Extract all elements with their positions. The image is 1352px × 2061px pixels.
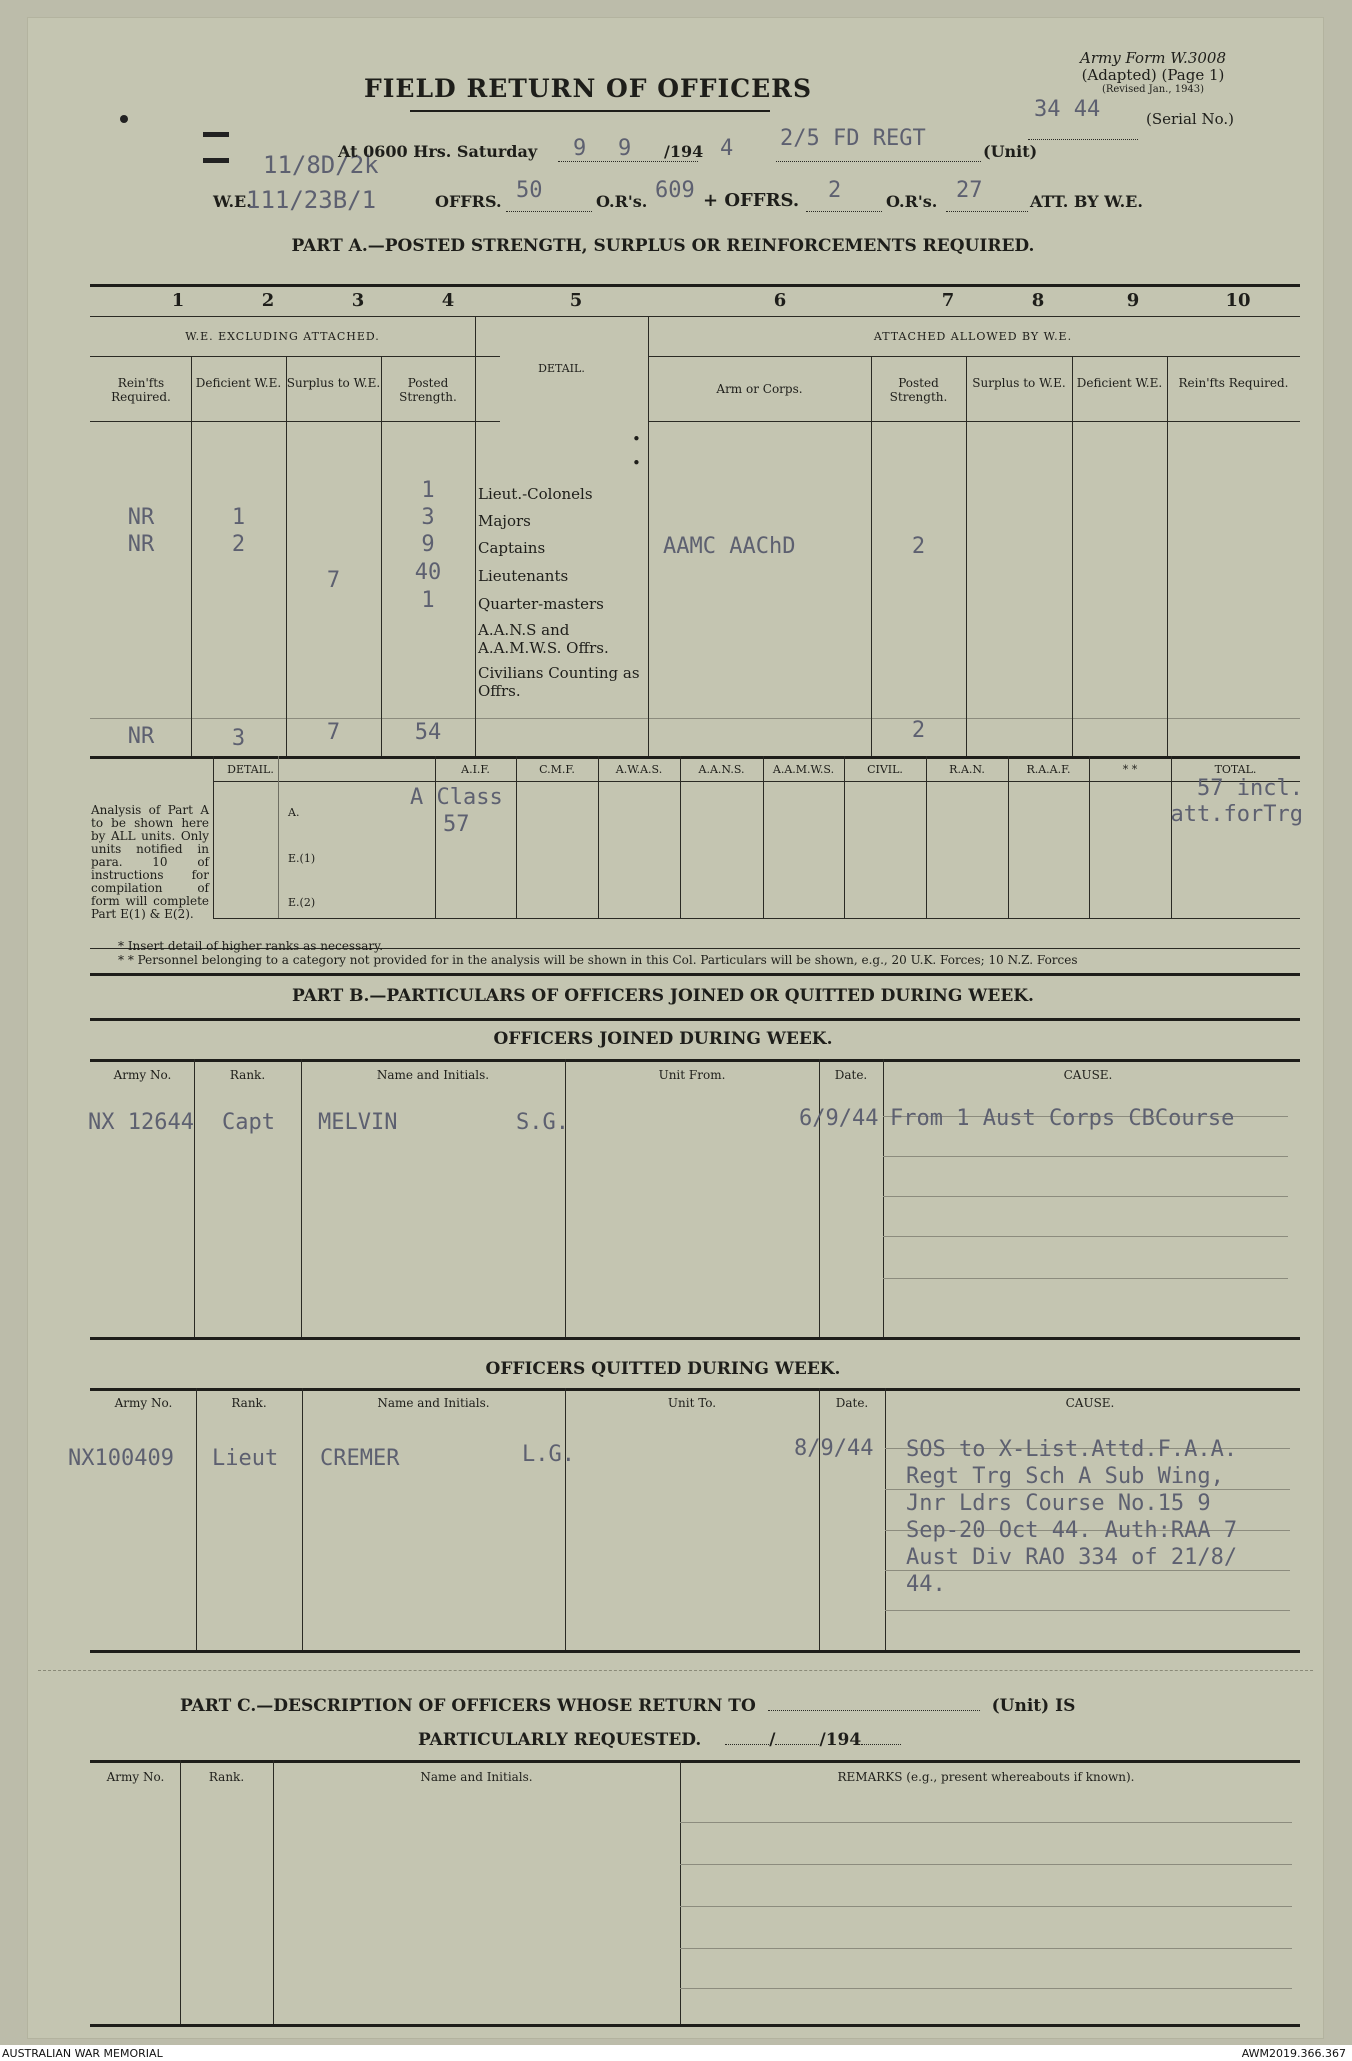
part-c-line2: PARTICULARLY REQUESTED. / /194 [418, 1730, 901, 1750]
ors-value: 609 [655, 178, 695, 203]
rank-lt-colonels: Lieut.-Colonels [478, 485, 593, 503]
date-month: 9 [618, 136, 632, 161]
joined-cause: From 1 Aust Corps CBCourse [890, 1106, 1235, 1131]
joined-rank: Capt [222, 1110, 275, 1135]
quitted-cause-line: Regt Trg Sch A Sub Wing, [906, 1464, 1224, 1489]
joined-header-name: Name and Initials. [376, 1068, 490, 1082]
part-a-posted-cell: 3 [421, 505, 435, 530]
column-number: 8 [1031, 290, 1045, 311]
analysis-header: A.W.A.S. [615, 763, 663, 776]
analysis-total: 57 incl. att.forTrg [1170, 776, 1303, 827]
total-posted: 54 [414, 720, 442, 745]
part-c-header-rank: Rank. [208, 1770, 245, 1784]
part-a-posted-cell: 40 [414, 560, 442, 585]
col-header-att-deficient: Deficient W.E. [1076, 376, 1163, 390]
rank-aans: A.A.N.S and A.A.M.W.S. Offrs. [478, 621, 609, 657]
quitted-header-rank: Rank. [231, 1396, 267, 1410]
detail-asterisk-bullet-1: • [632, 430, 641, 448]
analysis-header: R.A.A.F. [1026, 763, 1071, 776]
quitted-initials: L.G. [522, 1442, 575, 1467]
form-ref-line1: Army Form W.3008 [1080, 49, 1226, 67]
offrs-label: OFFRS. [435, 192, 502, 211]
col-header-att-posted: Posted Strength. [889, 376, 948, 404]
ors2-value: 27 [956, 178, 983, 203]
col-header-surplus: Surplus to W.E. [286, 376, 381, 390]
ors2-label: O.R's. [886, 192, 938, 211]
part-a-reinf-cell: NR [127, 505, 155, 530]
date-year: 4 [720, 136, 734, 161]
analysis-row-e2: E.(2) [288, 896, 316, 909]
form-reference [1028, 50, 1278, 96]
footer-right: AWM2019.366.367 [1241, 2047, 1346, 2060]
column-number: 6 [773, 290, 787, 311]
rank-lieutenants: Lieutenants [478, 567, 569, 585]
detail-header: DETAIL. [538, 362, 585, 375]
ors-label: O.R's. [596, 192, 648, 211]
part-c-year: /194 [819, 1730, 862, 1750]
col-header-arm-corps: Arm or Corps. [716, 382, 803, 396]
analysis-note: Analysis of Part A to be shown here by ALL units. Only units notified in para. 10 of instructions for compilation of form will complete Part E(1) & E(2). [91, 803, 209, 921]
total-reinf: NR [127, 724, 155, 749]
rank-captains: Captains [478, 539, 546, 557]
quitted-rank: Lieut [212, 1446, 279, 1471]
part-a-deficient-cell: 1 [231, 505, 246, 530]
footnote-1: * Insert detail of higher ranks as necessary. [118, 939, 384, 953]
col-header-att-surplus: Surplus to W.E. [972, 376, 1066, 390]
serial-label: (Serial No.) [1146, 110, 1234, 128]
detail-asterisk-bullet-2: • [632, 454, 641, 472]
part-a-posted-cell: 1 [421, 478, 435, 503]
part-c-requested: PARTICULARLY REQUESTED. [418, 1730, 702, 1750]
we-handwritten: 11/8D/2k [263, 151, 379, 179]
date-day: 9 [573, 136, 587, 161]
rank-civilians: Civilians Counting as Offrs. [478, 664, 640, 700]
total-surplus: 7 [326, 720, 341, 745]
column-number: 10 [1225, 290, 1251, 311]
quitted-header-date: Date. [835, 1396, 869, 1410]
plus-offrs-value: 2 [828, 178, 842, 203]
att-label: ATT. BY W.E. [1030, 192, 1143, 211]
joined-header-date: Date. [834, 1068, 868, 1082]
joined-date: 6/9/44 [799, 1106, 879, 1131]
analysis-header: A.I.F. [461, 763, 490, 776]
unit-value: 2/5 FD REGT [780, 126, 926, 151]
part-a-deficient-cell: 2 [231, 532, 246, 557]
column-number: 7 [941, 290, 955, 311]
analysis-header: R.A.N. [949, 763, 985, 776]
analysis-aif-class: A Class [410, 785, 503, 810]
arm-corps-value: AAMC AAChD [663, 534, 796, 559]
part-c-header-name: Name and Initials. [420, 1770, 533, 1784]
part-c-unit-is: (Unit) IS [991, 1696, 1076, 1716]
footnote-2: * * Personnel belonging to a category not provided for in the analysis will be shown in this Col. Particulars will be shown, e.g., 20 U.K. Forces; 10 N.Z. Forces [118, 953, 1078, 967]
col-header-att-reinf: Rein'fts Required. [1178, 376, 1289, 390]
joined-title: OFFICERS JOINED DURING WEEK. [493, 1029, 833, 1049]
col-header-deficient: Deficient W.E. [195, 376, 282, 390]
joined-initials: S.G. [516, 1110, 569, 1135]
part-a-surplus-cell: 7 [326, 568, 341, 593]
joined-header-cause: CAUSE. [1063, 1068, 1113, 1082]
rank-quartermasters: Quarter-masters [478, 595, 604, 613]
offrs-value: 50 [516, 178, 543, 203]
form-ref-line2: (Adapted) (Page 1) [1081, 66, 1225, 84]
quitted-header-cause: CAUSE. [1065, 1396, 1115, 1410]
analysis-header: CIVIL. [867, 763, 903, 776]
part-b-title: PART B.—PARTICULARS OF OFFICERS JOINED OR QUITTED DURING WEEK. [292, 986, 1034, 1006]
we-group-header: W.E. EXCLUDING ATTACHED. [185, 330, 380, 343]
quitted-date: 8/9/44 [794, 1436, 874, 1461]
at-hrs-label: At 0600 Hrs. Saturday [338, 142, 538, 161]
analysis-header: A.A.M.W.S. [772, 763, 835, 776]
form-ref-line3: (Revised Jan., 1943) [1101, 84, 1205, 95]
form-paper [28, 18, 1323, 2038]
joined-name: MELVIN [318, 1110, 398, 1135]
analysis-header: C.M.F. [539, 763, 575, 776]
rank-majors: Majors [478, 512, 531, 530]
column-number: 2 [261, 290, 275, 311]
joined-header-rank: Rank. [229, 1068, 266, 1082]
ink-mark [203, 132, 229, 137]
part-c-header-remarks: REMARKS (e.g., present whereabouts if known). [837, 1770, 1135, 1784]
quitted-cause-line: Aust Div RAO 334 of 21/8/ [906, 1545, 1238, 1570]
total-deficient: 3 [231, 726, 246, 751]
quitted-cause [906, 1436, 1237, 1598]
unit-label: (Unit) [983, 142, 1038, 161]
quitted-army-no: NX100409 [68, 1446, 174, 1471]
joined-header-unit-from: Unit From. [658, 1068, 726, 1082]
column-number: 4 [441, 290, 455, 311]
quitted-header-army-no: Army No. [114, 1396, 173, 1410]
year-prefix: /194 [664, 142, 704, 161]
col-header-reinf: Rein'fts Required. [111, 376, 171, 404]
analysis-aif-value: 57 [443, 812, 470, 837]
analysis-row-a: A. [288, 806, 300, 819]
att-posted-value: 2 [911, 534, 926, 559]
column-number: 3 [351, 290, 365, 311]
analysis-header: TOTAL. [1214, 763, 1257, 776]
quitted-cause-line: Jnr Ldrs Course No.15 9 [906, 1491, 1211, 1516]
column-number: 1 [171, 290, 185, 311]
quitted-name: CREMER [320, 1446, 400, 1471]
plus-offrs-label: + OFFRS. [703, 190, 800, 211]
quitted-header-name: Name and Initials. [377, 1396, 490, 1410]
joined-header-army-no: Army No. [113, 1068, 172, 1082]
part-a-posted-cell: 1 [421, 588, 435, 613]
part-a-posted-cell: 9 [421, 532, 435, 557]
part-a-title: PART A.—POSTED STRENGTH, SURPLUS OR REINFORCEMENTS REQUIRED. [291, 236, 1035, 256]
analysis-header: DETAIL. [227, 763, 274, 776]
part-c-title [180, 1696, 1075, 1716]
footer-left: AUSTRALIAN WAR MEMORIAL [2, 2047, 163, 2060]
analysis-row-e1: E.(1) [288, 852, 316, 865]
column-number: 9 [1126, 290, 1140, 311]
analysis-header: * * [1122, 763, 1138, 776]
total-att-posted: 2 [911, 718, 926, 743]
ink-mark [120, 115, 128, 123]
quitted-title: OFFICERS QUITTED DURING WEEK. [485, 1359, 841, 1379]
col-header-posted: Posted Strength. [399, 376, 457, 404]
part-c-header-army-no: Army No. [106, 1770, 165, 1784]
form-title: FIELD RETURN OF OFFICERS [363, 74, 812, 103]
part-a-reinf-cell: NR [127, 532, 155, 557]
quitted-cause-line: 44. [906, 1572, 946, 1597]
we-label: W.E. [213, 192, 252, 211]
ink-mark [203, 158, 229, 163]
joined-army-no: NX 12644 [88, 1110, 194, 1135]
att-group-header: ATTACHED ALLOWED BY W.E. [873, 330, 1073, 343]
we-value: 111/23B/1 [246, 186, 377, 214]
column-number: 5 [569, 290, 583, 311]
analysis-header: A.A.N.S. [698, 763, 745, 776]
part-c-title-text: PART C.—DESCRIPTION OF OFFICERS WHOSE RETURN TO [180, 1696, 756, 1716]
quitted-cause-line: SOS to X-List.Attd.F.A.A. [906, 1437, 1238, 1462]
quitted-header-unit-to: Unit To. [667, 1396, 717, 1410]
serial-number: 34 44 [1034, 97, 1101, 122]
quitted-cause-line: Sep-20 Oct 44. Auth:RAA 7 [906, 1518, 1238, 1543]
